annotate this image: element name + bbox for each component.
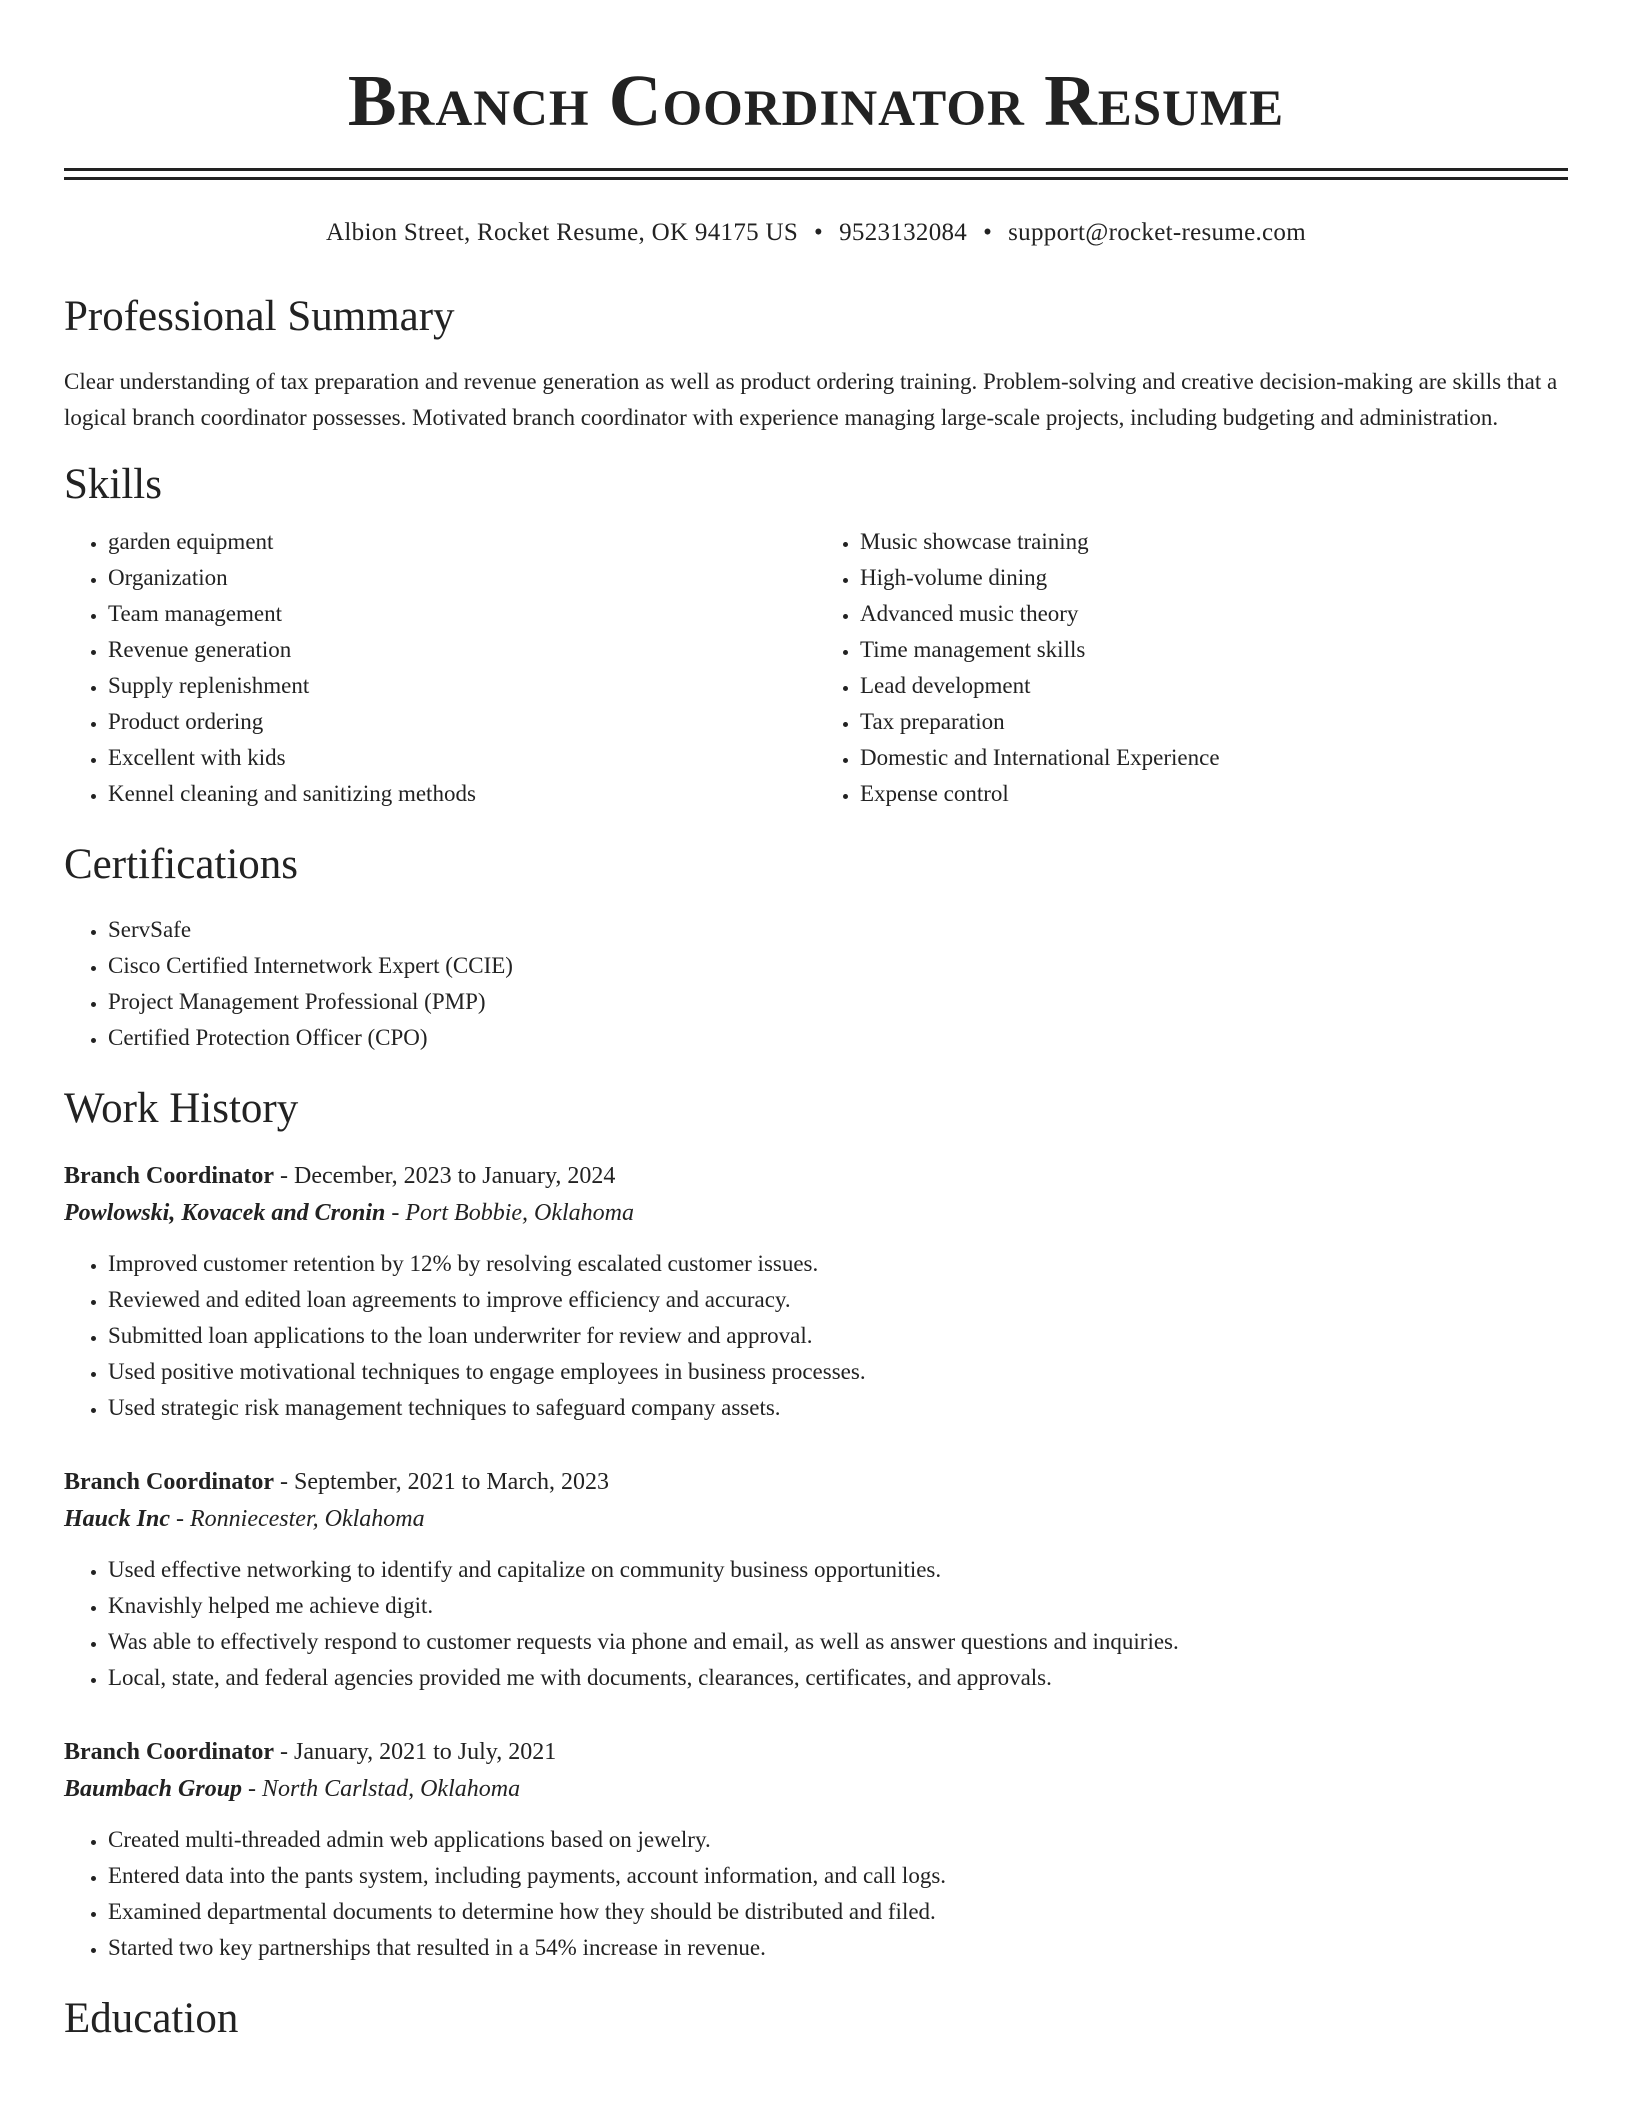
skill-item: • Music showcase training [860,524,1568,560]
job-entry [64,1464,1568,1696]
job-entry [64,1734,1568,1966]
job-bullet: • Submitted loan applications to the loan underwriter for review and approval. [108,1318,1568,1354]
job-company: Hauck Inc [64,1506,171,1532]
skill-item: • High-volume dining [860,560,1568,596]
job-title: Branch Coordinator [64,1163,274,1189]
job-dates: December, 2023 to January, 2024 [294,1163,616,1189]
summary-text: Clear understanding of tax preparation and revenue generation as well as product ordering training. Problem-solving and creative decision-making are skills that a logical branch coordinator possesses. Motivated branch coordinator with experience managing large-scale projects, including budgeting and administration. [64,369,1558,430]
job-location: North Carlstad, Oklahoma [262,1776,521,1802]
contact-separator: • [814,219,824,246]
job-title: Branch Coordinator [64,1469,274,1495]
skill-item: • Supply replenishment [108,668,816,704]
job-company-line: Powlowski, Kovacek and Cronin - Port Bobbie, Oklahoma [64,1200,635,1226]
contact-email[interactable]: support@rocket-resume.com [1008,219,1306,246]
certifications-list [64,912,1568,1056]
skill-item: • Organization [108,560,816,596]
job-dates: September, 2021 to March, 2023 [294,1469,609,1495]
job-location: Ronniecester, Oklahoma [190,1506,425,1532]
job-bullet: • Started two key partnerships that resulted in a 54% increase in revenue. [108,1930,1568,1966]
skill-item: • garden equipment [108,524,816,560]
job-company-line: Baumbach Group - North Carlstad, Oklahoma [64,1776,521,1802]
skill-item: • Team management [108,596,816,632]
education-heading: Education [64,1995,239,2042]
job-header: Branch Coordinator - January, 2021 to July, 2021 [64,1739,557,1765]
job-location: Port Bobbie, Oklahoma [405,1200,635,1226]
job-bullet: • Used effective networking to identify and capitalize on community business opportunities. [108,1552,1568,1588]
job-bullet: • Local, state, and federal agencies provided me with documents, clearances, certificates, and approvals. [108,1660,1568,1696]
work-history-heading: Work History [64,1085,299,1132]
skills-list-right [816,524,1568,812]
skill-item: • Tax preparation [860,704,1568,740]
skills-list-left [64,524,816,812]
job-company: Powlowski, Kovacek and Cronin [64,1200,386,1226]
job-bullet: • Entered data into the pants system, including payments, account information, and call logs. [108,1858,1568,1894]
skill-item: • Product ordering [108,704,816,740]
skill-item: • Domestic and International Experience [860,740,1568,776]
job-bullets [64,1246,1568,1426]
job-bullets [64,1552,1568,1696]
job-company-line: Hauck Inc - Ronniecester, Oklahoma [64,1506,425,1532]
contact-phone: 9523132084 [839,219,968,246]
job-bullet: • Improved customer retention by 12% by resolving escalated customer issues. [108,1246,1568,1282]
skill-item: • Time management skills [860,632,1568,668]
job-header: Branch Coordinator - December, 2023 to January, 2024 [64,1163,616,1189]
skill-item: • Revenue generation [108,632,816,668]
skill-item: • Excellent with kids [108,740,816,776]
certification-item: • Cisco Certified Internetwork Expert (CCIE) [108,948,1568,984]
contact-separator: • [983,219,993,246]
title-divider-bottom [64,177,1568,180]
skills-grid [64,524,1568,812]
summary-heading: Professional Summary [64,293,455,340]
job-bullet: • Knavishly helped me achieve digit. [108,1588,1568,1624]
job-title: Branch Coordinator [64,1739,274,1765]
job-bullet: • Created multi-threaded admin web applications based on jewelry. [108,1822,1568,1858]
skill-item: • Kennel cleaning and sanitizing methods [108,776,816,812]
certification-item: • Project Management Professional (PMP) [108,984,1568,1020]
resume-title: Branch Coordinator Resume [347,60,1285,141]
skill-item: • Lead development [860,668,1568,704]
job-company: Baumbach Group [64,1776,243,1802]
job-bullet: • Used positive motivational techniques to engage employees in business processes. [108,1354,1568,1390]
job-bullet: • Was able to effectively respond to customer requests via phone and email, as well as answer questions and inquiries. [108,1624,1568,1660]
certification-item: • ServSafe [108,912,1568,948]
contact-line [64,216,1568,250]
job-bullets [64,1822,1568,1966]
job-bullet: • Examined departmental documents to determine how they should be distributed and filed. [108,1894,1568,1930]
job-dates: January, 2021 to July, 2021 [294,1739,557,1765]
contact-address: Albion Street, Rocket Resume, OK 94175 US [326,219,799,246]
skills-heading: Skills [64,461,162,508]
job-header: Branch Coordinator - September, 2021 to March, 2023 [64,1469,609,1495]
job-entry [64,1158,1568,1426]
certifications-heading: Certifications [64,841,299,888]
job-bullet: • Reviewed and edited loan agreements to improve efficiency and accuracy. [108,1282,1568,1318]
job-bullet: • Used strategic risk management techniques to safeguard company assets. [108,1390,1568,1426]
certification-item: • Certified Protection Officer (CPO) [108,1020,1568,1056]
skill-item: • Expense control [860,776,1568,812]
skill-item: • Advanced music theory [860,596,1568,632]
title-divider-top [64,168,1568,171]
